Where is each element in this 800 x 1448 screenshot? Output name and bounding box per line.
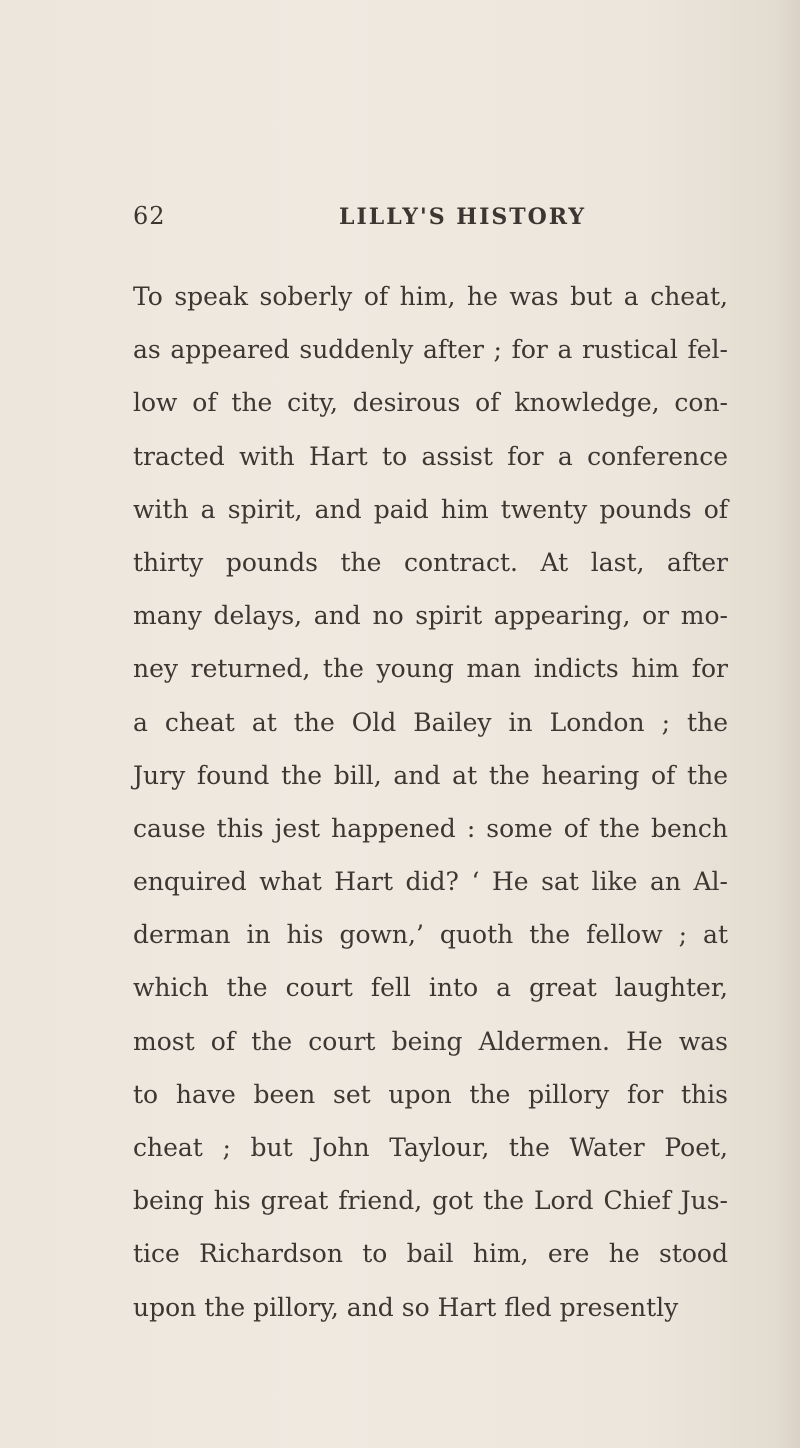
- text-line: tracted with Hart to assist for a conference: [133, 441, 728, 471]
- text-line: a cheat at the Old Bailey in London ; the: [133, 707, 728, 737]
- text-line: being his great friend, got the Lord Chief Jus-: [133, 1186, 728, 1216]
- body-text: [133, 270, 728, 1334]
- text-line: tice Richardson to bail him, ere he stood: [133, 1239, 728, 1269]
- page-number: 62: [133, 202, 166, 230]
- text-line: enquired what Hart did? ‘ He sat like an Al-: [133, 867, 728, 897]
- text-line: cheat ; but John Taylour, the Water Poet,: [133, 1133, 728, 1162]
- text-line: To speak soberly of him, he was but a cheat,: [133, 282, 728, 311]
- text-line: most of the court being Aldermen. He was: [133, 1026, 728, 1056]
- text-line: to have been set upon the pillory for this: [133, 1079, 728, 1109]
- text-line: many delays, and no spirit appearing, or mo-: [133, 601, 728, 631]
- running-head: LILLY'S HISTORY: [339, 204, 587, 230]
- text-line: derman in his gown,’ quoth the fellow ; at: [133, 920, 728, 950]
- text-line: thirty pounds the contract. At last, after: [133, 547, 728, 577]
- text-line: as appeared suddenly after ; for a rustical fel-: [133, 335, 728, 365]
- page-header: [133, 202, 733, 238]
- text-line: cause this jest happened : some of the bench: [133, 813, 728, 843]
- text-line: with a spirit, and paid him twenty pounds of: [133, 494, 728, 524]
- text-line: which the court fell into a great laughter,: [133, 973, 728, 1003]
- text-line: upon the pillory, and so Hart fled presently: [133, 1292, 679, 1322]
- text-line: Jury found the bill, and at the hearing of the: [133, 760, 728, 790]
- text-line: low of the city, desirous of knowledge, con-: [133, 388, 728, 418]
- text-line: ney returned, the young man indicts him for: [133, 654, 728, 684]
